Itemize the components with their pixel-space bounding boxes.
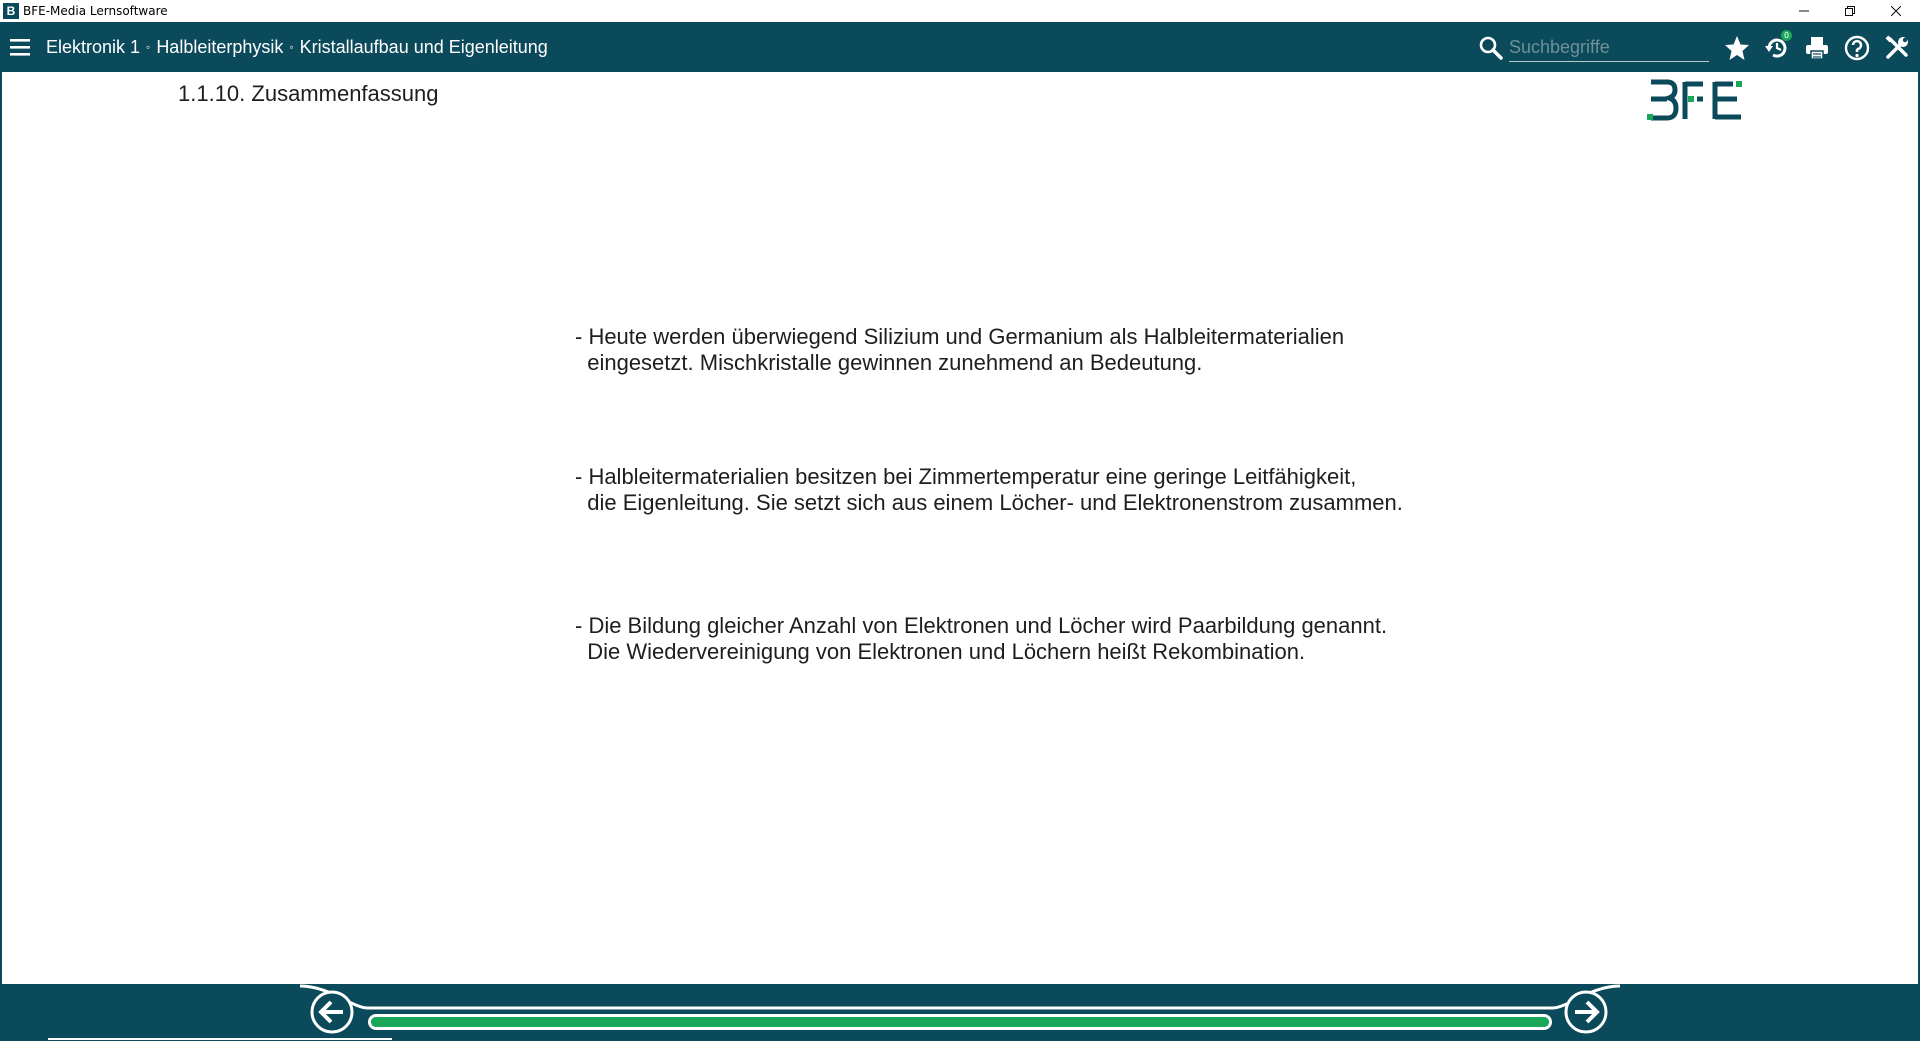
menu-button[interactable] xyxy=(8,35,32,59)
summary-point: - Heute werden überwiegend Silizium und Germanium als Halbleitermaterialien eingesetzt. Mischkristalle gewinnen zunehmend an Bedeutung. xyxy=(575,324,1345,375)
breadcrumb-item-chapter[interactable]: Halbleiterphysik xyxy=(156,37,284,57)
star-icon xyxy=(1724,35,1750,61)
summary-point: - Die Bildung gleicher Anzahl von Elektronen und Löcher wird Paarbildung genannt. Die Wiedervereinigung von Elektronen und Löchern heißt Rekombination. xyxy=(575,613,1388,664)
arrow-right-circle-icon xyxy=(1556,985,1616,1041)
minimize-icon xyxy=(1799,6,1809,16)
close-button[interactable] xyxy=(1873,0,1919,22)
breadcrumb-separator: ◦ xyxy=(146,40,151,54)
hamburger-icon xyxy=(8,35,32,59)
bottom-navigation xyxy=(0,984,1920,1041)
window-title: BFE-Media Lernsoftware xyxy=(23,4,168,18)
breadcrumb-item-section[interactable]: Kristallaufbau und Eigenleitung xyxy=(299,37,548,57)
breadcrumb-item-course[interactable]: Elektronik 1 xyxy=(46,37,141,57)
summary-point: - Halbleitermaterialien besitzen bei Zimmertemperatur eine geringe Leitfähigkeit, die Eigenleitung. Sie setzt sich aus einem Löcher- und Elektronenstrom zusammen. xyxy=(575,464,1403,515)
content-area xyxy=(0,72,1920,984)
minimize-button[interactable] xyxy=(1781,0,1827,22)
help-icon xyxy=(1844,35,1870,61)
breadcrumb xyxy=(46,37,548,57)
page-title: 1.1.10. Zusammenfassung xyxy=(178,81,439,106)
search-icon[interactable] xyxy=(1478,35,1504,61)
restore-icon xyxy=(1845,6,1855,16)
history-badge: 0 xyxy=(1781,30,1792,41)
print-icon xyxy=(1804,35,1830,61)
restore-button[interactable] xyxy=(1827,0,1873,22)
favorites-button[interactable] xyxy=(1722,33,1752,63)
progress-bar[interactable] xyxy=(368,1014,1552,1030)
app-logo-icon: B xyxy=(3,3,19,19)
history-button[interactable] xyxy=(1762,33,1792,63)
next-page-button[interactable] xyxy=(1556,985,1616,1041)
bfe-logo xyxy=(1645,78,1745,122)
settings-button[interactable] xyxy=(1882,33,1912,63)
previous-page-button[interactable] xyxy=(302,985,362,1041)
app-header xyxy=(0,22,1920,72)
nav-bar-shape xyxy=(0,984,1920,1041)
progress-fill xyxy=(371,1017,1549,1027)
tools-icon xyxy=(1884,35,1910,61)
print-button[interactable] xyxy=(1802,33,1832,63)
arrow-left-circle-icon xyxy=(302,985,362,1041)
search-input[interactable] xyxy=(1509,34,1709,62)
breadcrumb-separator: ◦ xyxy=(289,40,294,54)
close-icon xyxy=(1891,6,1901,16)
help-button[interactable] xyxy=(1842,33,1872,63)
section-marker xyxy=(48,1038,392,1040)
window-titlebar xyxy=(0,0,1920,22)
